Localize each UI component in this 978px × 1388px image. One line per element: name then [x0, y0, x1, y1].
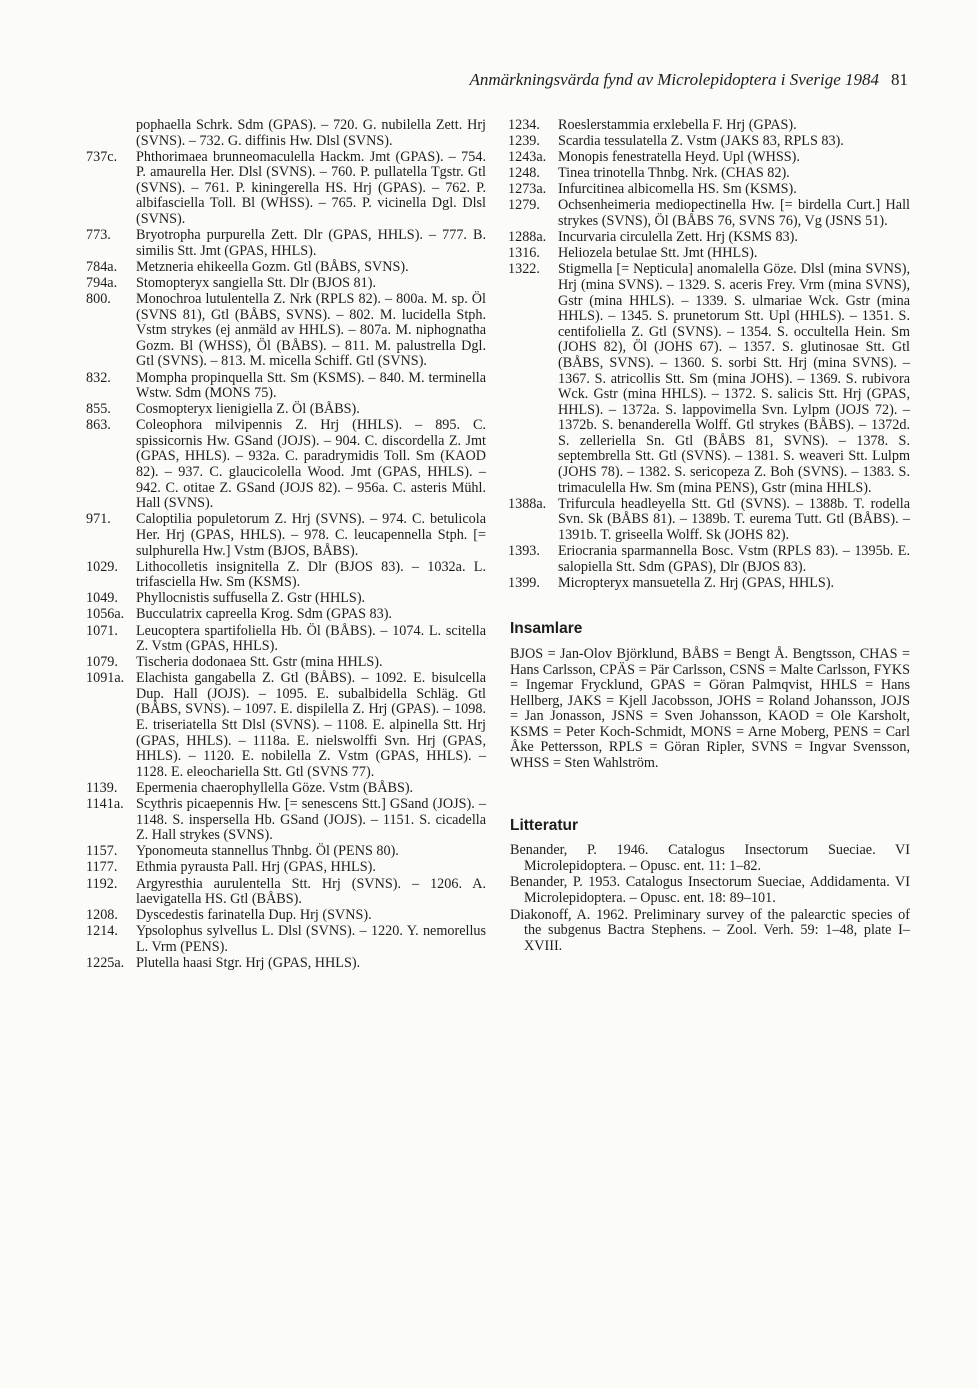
entry-text: Heliozela betulae Stt. Jmt (HHLS). — [558, 245, 758, 262]
species-entry — [86, 624, 486, 655]
entry-text: Metzneria ehikeella Gozm. Gtl (BÅBS, SVNS). — [136, 258, 409, 275]
entry-text: Monopis fenestratella Heyd. Upl (WHSS). — [558, 149, 800, 166]
entry-text: Leucoptera spartifoliella Hb. Öl (BÅBS). – 1074. L. scitella Z. Vstm (GPAS, HHLS). — [136, 622, 486, 655]
page-number: 81 — [891, 70, 908, 89]
entry-number: 1239. — [508, 133, 540, 150]
species-entry — [508, 544, 910, 575]
entry-number: 1399. — [508, 574, 540, 591]
entry-number: 1322. — [508, 261, 540, 278]
entry-number: 1273a. — [508, 181, 547, 198]
reference-item: Benander, P. 1946. Catalogus Insectorum Sueciae. VI Microlepidoptera. – Opusc. ent. 11: 1–82. — [510, 842, 910, 874]
entry-number: 1049. — [86, 590, 118, 607]
entry-number: 1139. — [86, 779, 118, 796]
species-entry — [86, 956, 486, 972]
entry-text: Ethmia pyrausta Pall. Hrj (GPAS, HHLS). — [136, 859, 376, 876]
entry-text: Cosmopteryx lienigiella Z. Öl (BÅBS). — [136, 401, 360, 418]
species-entry — [86, 860, 486, 876]
entry-text: Tischeria dodonaea Stt. Gstr (mina HHLS). — [136, 654, 383, 671]
entry-text: Phthorimaea brunneomaculella Hackm. Jmt (GPAS). – 754. P. amaurella Her. Dlsl (SVNS). – 760. P. pullatella Tgstr. Gtl (SVNS). – 761. P. kiningerella HS. Hrj (GPAS). – 762. P. albifasciella Toll. Bl (WHSS). – 765. P. vicinella Dgl. Dlsl (SVNS). — [136, 148, 486, 228]
entry-number: 1029. — [86, 558, 118, 575]
entry-number: 855. — [86, 401, 111, 418]
entry-number: 1208. — [86, 907, 118, 924]
entry-text: pophaella Schrk. Sdm (GPAS). – 720. G. nubilella Zett. Hrj (SVNS). – 732. G. diffinis Hw. Dlsl (SVNS). — [136, 117, 486, 149]
species-entry — [86, 418, 486, 512]
reference-item: Diakonoff, A. 1962. Preliminary survey of the palearctic species of the subgenus Bactra Stephens. – Zool. Verh. 59: 1–48, plate I–XVIII. — [510, 906, 910, 954]
entry-number: 1192. — [86, 875, 118, 892]
entry-number: 737c. — [86, 148, 118, 165]
entry-text: Epermenia chaerophyllella Göze. Vstm (BÅBS). — [136, 779, 414, 796]
entry-text: Bryotropha purpurella Zett. Dlr (GPAS, HHLS). – 777. B. similis Stt. Jmt (GPAS, HHLS). — [136, 227, 486, 259]
species-entry — [86, 877, 486, 908]
running-header — [470, 70, 909, 90]
species-entry — [508, 497, 910, 544]
litteratur-heading: Litteratur — [510, 816, 579, 834]
species-entry — [86, 591, 486, 607]
insamlare-text: BJOS = Jan-Olov Björklund, BÅBS = Bengt Å. Bengtsson, CHAS = Hans Carlsson, CPÄS = Pär Carlsson, CSNS = Malte Carlsson, FYKS = Ingemar Frycklund, GPAS = Göran Palmqvist, HHLS = Hans Hellberg, JAKS = Kjell Jacobsson, JOHS = Roland Johansson, JOJS = Jan Jonasson, JSNS = Sven Johansson, KAOD = Ole Karsholt, KSMS = Peter Koch-Schmidt, MONS = Arne Moberg, PENS = Carl Åke Pettersson, RPLS = Göran Ripler, SVNS = Ingvar Svensson, WHSS = Sten Wahlström. — [510, 645, 910, 772]
species-entry — [86, 512, 486, 559]
entry-number: 971. — [86, 511, 111, 528]
entry-text: Ochsenheimeria mediopectinella Hw. [= birdella Curt.] Hall strykes (SVNS), Öl (BÅBS 76, SVNS 76), Vg (JSNS 51). — [558, 197, 910, 230]
entry-text: Micropteryx mansuetella Z. Hrj (GPAS, HHLS). — [558, 574, 835, 591]
species-entry — [86, 292, 486, 370]
entry-text: Bucculatrix capreella Krog. Sdm (GPAS 83). — [136, 606, 392, 623]
left-column — [86, 118, 486, 972]
entry-text: Infurcitinea albicomella HS. Sm (KSMS). — [558, 181, 797, 198]
entry-text: Caloptilia populetorum Z. Hrj (SVNS). – 974. C. betulicola Her. Hrj (GPAS, HHLS). – 978. C. leucapennella Stph. [= sulphurella Hw.] Vstm (BJOS, BÅBS). — [136, 511, 486, 559]
species-entry — [86, 371, 486, 402]
entry-number: 784a. — [86, 258, 118, 275]
entry-text: Ypsolophus sylvellus L. Dlsl (SVNS). – 1220. Y. nemorellus L. Vrm (PENS). — [136, 923, 486, 955]
entry-number: 1079. — [86, 654, 118, 671]
species-entry — [508, 166, 910, 182]
right-column — [508, 118, 910, 955]
right-entries — [508, 118, 910, 591]
species-entry — [86, 797, 486, 844]
entry-text: Argyresthia aurulentella Stt. Hrj (SVNS). – 1206. A. laevigatella HS. Gtl (BÅBS). — [136, 875, 486, 908]
species-entry — [86, 908, 486, 924]
entry-text: Trifurcula headleyella Stt. Gtl (SVNS). – 1388b. T. rodella Svn. Sk (BÅBS 81). – 1389b. T. eurema Tutt. Gtl (BÅBS). – 1391b. T. griseella Wolff. Sk (JOHS 82). — [558, 495, 910, 543]
entry-text: Phyllocnistis suffusella Z. Gstr (HHLS). — [136, 590, 366, 607]
entry-number — [86, 118, 136, 149]
species-entry — [86, 607, 486, 623]
species-entry — [86, 118, 486, 149]
species-entry — [86, 276, 486, 292]
species-entry — [508, 134, 910, 150]
entry-number: 800. — [86, 291, 111, 308]
entry-text: Mompha propinquella Stt. Sm (KSMS). – 840. M. terminella Wstw. Sdm (MONS 75). — [136, 369, 486, 402]
entry-text: Elachista gangabella Z. Gtl (BÅBS). – 1092. E. bisulcella Dup. Hall (JOJS). – 1095. E. subalbidella Schläg. Gtl (BÅBS, SVNS). – 1097. E. dispilella Z. Hrj (GPAS). – 1098. E. triseriatella Stt Dlsl (SVNS). – 1108. E. alpinella Stt. Hrj (GPAS, HHLS). – 1118a. E. nielswolffi Svn. Hrj (GPAS, HHLS). – 1120. E. nobilella Z. Vstm (GPAS, HHLS). – 1128. E. eleochariella Stt. Gtl (SVNS 77). — [136, 670, 486, 780]
entry-number: 1393. — [508, 543, 540, 560]
species-entry — [508, 230, 910, 246]
entry-text: Yponomeuta stannellus Thnbg. Öl (PENS 80). — [136, 843, 399, 860]
entry-number: 1234. — [508, 117, 540, 133]
entry-number: 794a. — [86, 274, 118, 291]
species-entry — [86, 150, 486, 228]
entry-number: 1056a. — [86, 606, 125, 623]
species-entry — [86, 560, 486, 591]
journal-title: Anmärkningsvärda fynd av Microlepidoptera i Sverige 1984 — [469, 70, 879, 89]
entry-number: 1091a. — [86, 670, 125, 687]
entry-text: Plutella haasi Stgr. Hrj (GPAS, HHLS). — [136, 954, 361, 971]
species-entry — [86, 402, 486, 418]
entry-number: 1214. — [86, 923, 118, 940]
entry-text: Coleophora milvipennis Z. Hrj (HHLS). – 895. C. spissicornis Hw. GSand (JOJS). – 904. C. discordella Z. Jmt (GPAS, HHLS). – 932a. C. paradrymidis Toll. Sm (KAOD 82). – 937. C. glaucicolella Wood. Jmt (GPAS, HHLS). – 942. C. otitae Z. GSand (JOJS 82). – 956a. C. asteris Mühl. Hall (SVNS). — [136, 417, 486, 512]
entry-number: 1177. — [86, 859, 118, 876]
species-entry — [508, 576, 910, 592]
entry-number: 1071. — [86, 622, 118, 639]
species-entry — [86, 655, 486, 671]
entry-number: 1316. — [508, 245, 540, 262]
species-entry — [508, 182, 910, 198]
entry-text: Tinea trinotella Thnbg. Nrk. (CHAS 82). — [558, 165, 790, 182]
species-entry — [86, 781, 486, 797]
entry-text: Incurvaria circulella Zett. Hrj (KSMS 83). — [558, 229, 798, 246]
entry-number: 1225a. — [86, 954, 125, 971]
entry-number: 832. — [86, 369, 111, 386]
entry-number: 1388a. — [508, 495, 547, 512]
entry-number: 863. — [86, 417, 111, 434]
entry-number: 1288a. — [508, 229, 547, 246]
entry-number: 1157. — [86, 843, 118, 860]
entry-number: 1243a. — [508, 149, 547, 166]
reference-list — [508, 843, 910, 954]
species-entry — [86, 844, 486, 860]
insamlare-heading: Insamlare — [510, 620, 583, 638]
species-entry — [508, 198, 910, 229]
entry-text: Stomopteryx sangiella Stt. Dlr (BJOS 81). — [136, 274, 376, 291]
entry-text: Scythris picaepennis Hw. [= senescens Stt.] GSand (JOJS). – 1148. S. inspersella Hb. GSand (JOJS). – 1151. S. cicadella Z. Hall strykes (SVNS). — [136, 796, 486, 844]
entry-text: Scardia tessulatella Z. Vstm (JAKS 83, RPLS 83). — [558, 133, 844, 150]
species-entry — [86, 924, 486, 955]
species-entry — [508, 118, 910, 134]
entry-text: Eriocrania sparmannella Bosc. Vstm (RPLS 83). – 1395b. E. salopiella Stt. Sdm (GPAS), Dlr (BJOS 83). — [558, 543, 910, 575]
species-entry — [508, 262, 910, 496]
reference-item: Benander, P. 1953. Catalogus Insectorum Sueciae, Addidamenta. VI Microlepidoptera. – Opusc. ent. 18: 89–101. — [510, 874, 910, 907]
entry-text: Dyscedestis farinatella Dup. Hrj (SVNS). — [136, 907, 372, 924]
entry-number: 1141a. — [86, 796, 124, 813]
species-entry — [86, 228, 486, 259]
entry-number: 1248. — [508, 165, 540, 182]
entry-text: Roeslerstammia erxlebella F. Hrj (GPAS). — [558, 117, 797, 133]
entry-text: Monochroa lutulentella Z. Nrk (RPLS 82). – 800a. M. sp. Öl (SVNS 81), Gtl (BÅBS, SVNS). – 802. M. lucidella Stph. Vstm strykes (ej anmäld av HHLS). – 807a. M. niphognatha Gozm. Bl (WHSS), Öl (BÅBS). – 811. M. palustrella Dgl. Gtl (SVNS). – 813. M. micella Schiff. Gtl (SVNS). — [136, 291, 486, 370]
species-entry — [86, 671, 486, 780]
entry-number: 773. — [86, 227, 111, 244]
entry-text: Lithocolletis insignitella Z. Dlr (BJOS 83). – 1032a. L. trifasciella Hw. Sm (KSMS). — [136, 558, 486, 591]
entry-number: 1279. — [508, 197, 540, 214]
species-entry — [86, 260, 486, 276]
species-entry — [508, 150, 910, 166]
species-entry — [508, 246, 910, 262]
entry-text: Stigmella [= Nepticula] anomalella Göze. Dlsl (mina SVNS), Hrj (mina SVNS). – 1329. S. aceris Frey. Vrm (mina SVNS), Gstr (mina HHLS). – 1339. S. ulmariae Wck. Gstr (mina HHLS). – 1345. S. prunetorum Stt. Upl (HHLS). – 1351. S. centifoliella Z. Gtl (SVNS). – 1354. S. occultella Hein. Sm (JOHS 82), Öl (JOHS 67). – 1357. S. glutinosae Stt. Gtl (BÅBS, SVNS). – 1360. S. sorbi Stt. Hrj (mina SVNS). – 1367. S. atricollis Stt. Sm (mina JOHS). – 1369. S. rubivora Wck. Gstr (mina HHLS). – 1372. S. salicis Stt. Hrj (GPAS, HHLS). – 1372a. S. lappovimella Svn. Lylpm (JOJS 72). – 1372b. S. benanderella Wolff. Gtl strykes (BÅBS). – 1372d. S. zelleriella Sn. Gtl (BÅBS 81, SVNS). – 1378. S. septembrella Stt. Gtl (SVNS). – 1381. S. weaveri Stt. Lulpm (JOHS 78). – 1382. S. sericopeza Z. Boh (SVNS). – 1383. S. trimaculella Hw. Sm (mina PENS), Gstr (mina HHLS). — [558, 261, 910, 496]
